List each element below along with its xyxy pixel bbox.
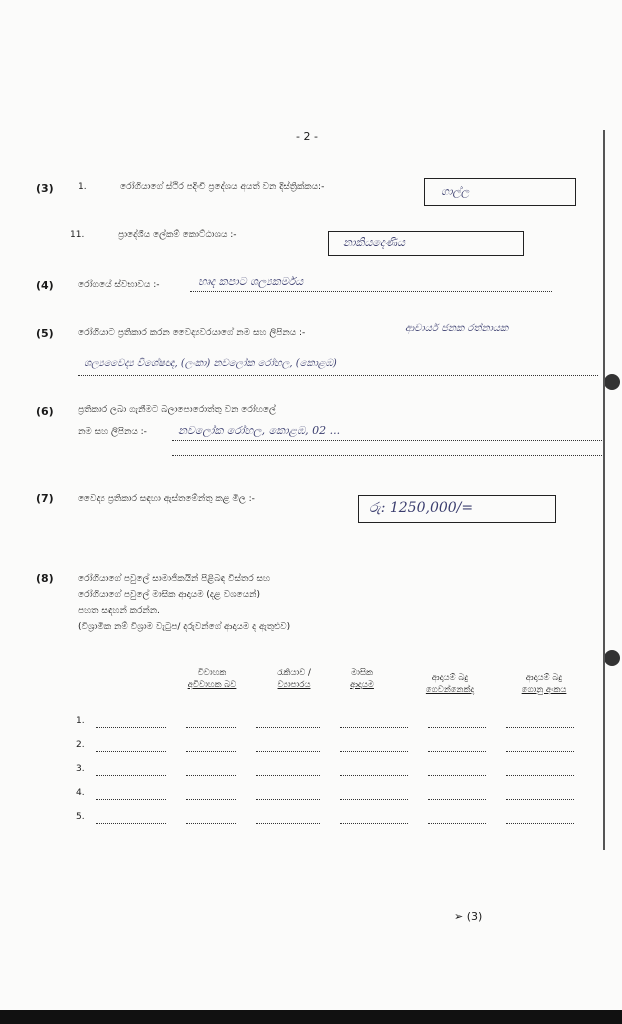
- table-cell-blank[interactable]: [96, 799, 166, 800]
- q6-label-line1: ප්‍රතිකාර ලබා ගැනීමට බලාපොරොත්තු වන රෝහලේ: [78, 405, 276, 415]
- q7-number: (7): [36, 492, 54, 505]
- table-cell-blank[interactable]: [256, 823, 320, 824]
- row-number: 3.: [76, 764, 85, 774]
- table-cell-blank[interactable]: [96, 751, 166, 752]
- punch-hole: [604, 374, 620, 390]
- division-value: නාකියදෙණිය: [343, 236, 406, 249]
- q8-number: (8): [36, 572, 54, 585]
- district-box[interactable]: [424, 178, 576, 206]
- row-number: 2.: [76, 740, 85, 750]
- q6-number: (6): [36, 405, 54, 418]
- table-cell-blank[interactable]: [96, 823, 166, 824]
- q4-number: (4): [36, 279, 54, 292]
- q4-label: රෝගයේ ස්වභාවය :-: [78, 280, 160, 290]
- table-cell-blank[interactable]: [428, 751, 486, 752]
- page-edge-shadow: [603, 130, 605, 850]
- q3-district-label: රෝගියාගේ ස්ථිර පදිංචි ප්‍රදේශය අයත් වන දිස්ත්‍රික්කය:-: [120, 182, 325, 192]
- cost-box[interactable]: [358, 495, 556, 523]
- q4-value: හෘද කපාට ශල්‍යකර්මය: [198, 275, 304, 288]
- table-cell-blank[interactable]: [186, 727, 236, 728]
- q8-line4: (විශ්‍රාමික නම් විශ්‍රාම වැටුප/ දරුවන්ගේ ආදායම ද ඇතුළුව): [78, 622, 291, 632]
- q3-sub1-number: 1.: [78, 182, 87, 192]
- table-cell-blank[interactable]: [340, 823, 408, 824]
- table-cell-blank[interactable]: [256, 727, 320, 728]
- page-number: - 2 -: [296, 130, 318, 143]
- table-cell-blank[interactable]: [256, 751, 320, 752]
- punch-hole: [604, 650, 620, 666]
- q8-line2: රෝගියාගේ පවුලේ මාසික ආදායම (දළ වශයෙන්): [78, 590, 260, 600]
- table-cell-blank[interactable]: [186, 823, 236, 824]
- table-cell-blank[interactable]: [428, 775, 486, 776]
- column-header-marital: විවාහක අවිවාහක බව: [187, 668, 237, 690]
- q7-label: වෛද්‍ය ප්‍රතිකාර සඳහා ඇස්තමේන්තු කළ මිල :-: [78, 494, 255, 504]
- q3-sub2-number: 11.: [70, 230, 85, 240]
- cost-value: රු: 1250,000/=: [369, 500, 474, 516]
- q8-line3: පහත සඳහන් කරන්න.: [78, 606, 160, 616]
- table-cell-blank[interactable]: [506, 751, 574, 752]
- district-value: ගාල්ල: [441, 185, 470, 198]
- table-cell-blank[interactable]: [428, 823, 486, 824]
- table-cell-blank[interactable]: [506, 775, 574, 776]
- q6-value: නවලෝක රෝහල, කොළඹ, 02 ...: [178, 424, 341, 437]
- row-number: 1.: [76, 716, 85, 726]
- q6-label-line2: නම සහ ලිපිනය :-: [78, 427, 147, 437]
- scan-bottom-bar: [0, 1010, 622, 1024]
- q3-number: (3): [36, 182, 54, 195]
- q5-label: රෝගියාට ප්‍රතිකාර කරන වෛද්‍යවරයාගේ නම සහ ලිපිනය :-: [78, 328, 306, 338]
- q5-value-line1: ආචාර්ය ජනක රත්නායක: [405, 323, 509, 334]
- q4-dotted-line: [190, 291, 552, 292]
- column-header-tax-file: ආදායම් බදු ගොනු අංකය: [521, 673, 567, 695]
- table-cell-blank[interactable]: [96, 727, 166, 728]
- table-cell-blank[interactable]: [506, 823, 574, 824]
- table-cell-blank[interactable]: [96, 775, 166, 776]
- table-cell-blank[interactable]: [506, 799, 574, 800]
- table-cell-blank[interactable]: [506, 727, 574, 728]
- column-header-occupation: රැකියාව / ව්‍යාපාරය: [277, 668, 311, 690]
- table-cell-blank[interactable]: [256, 799, 320, 800]
- table-cell-blank[interactable]: [340, 727, 408, 728]
- q5-value-line2: ශල්‍යවෛද්‍ය විශේෂඥ, (ලංකා) නවලෝක රෝහල, (කොළඹ): [84, 358, 337, 369]
- table-cell-blank[interactable]: [186, 751, 236, 752]
- column-header-income: මාසික ආදායම: [350, 668, 374, 690]
- q6-dotted-line-1: [172, 440, 602, 441]
- q8-line1: රෝගියාගේ පවුලේ සාමාජිකයින් පිළිබඳ විස්තර සහ: [78, 574, 271, 584]
- table-cell-blank[interactable]: [340, 799, 408, 800]
- next-page-marker: ➢ (3): [454, 910, 483, 923]
- table-cell-blank[interactable]: [186, 799, 236, 800]
- table-cell-blank[interactable]: [340, 751, 408, 752]
- table-cell-blank[interactable]: [428, 727, 486, 728]
- table-cell-blank[interactable]: [340, 775, 408, 776]
- division-box[interactable]: [328, 231, 524, 256]
- q3-division-label: ප්‍රාදේශීය ලේකම් කොට්ඨාශය :-: [118, 230, 237, 240]
- q5-number: (5): [36, 327, 54, 340]
- table-cell-blank[interactable]: [256, 775, 320, 776]
- column-header-tax-payer: ආදායම් බදු ගෙවන්නෙක්ද: [425, 673, 475, 695]
- table-cell-blank[interactable]: [186, 775, 236, 776]
- row-number: 4.: [76, 788, 85, 798]
- q5-dotted-line: [78, 375, 598, 376]
- row-number: 5.: [76, 812, 85, 822]
- table-cell-blank[interactable]: [428, 799, 486, 800]
- q6-dotted-line-2: [172, 455, 602, 456]
